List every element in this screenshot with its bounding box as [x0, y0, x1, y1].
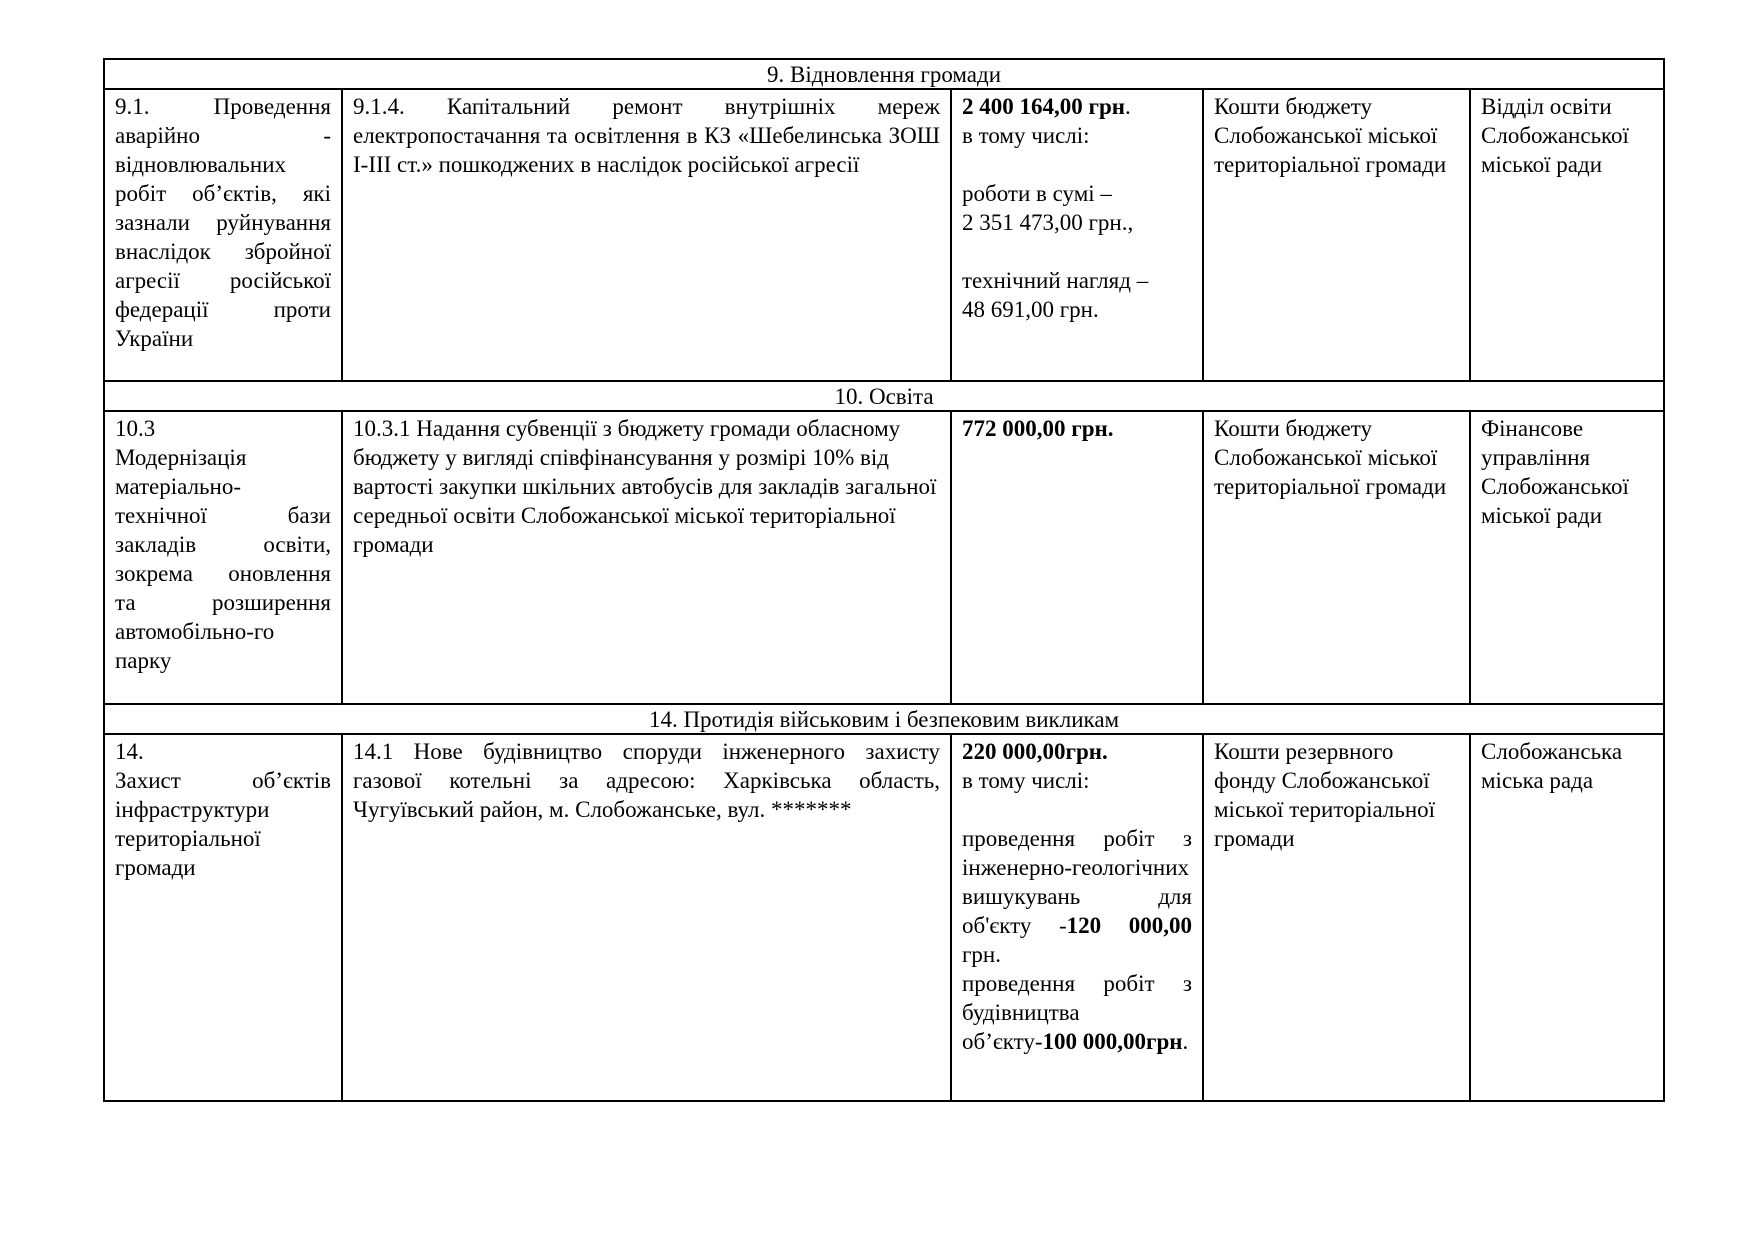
- total-amount: 772 000,00 грн.: [962, 416, 1114, 441]
- amount-cell: 220 000,00грн. в тому числі: проведення робіт з інженерно-геологічних вишукувань для об'єкту -120 000,00 грн. проведення робіт з будівництва об’єкту-100 000,00грн.: [951, 734, 1203, 1101]
- executor-cell: Фінансове управління Слобожанської міської ради: [1470, 411, 1664, 704]
- executor-cell: Слобожанська міська рада: [1470, 734, 1664, 1101]
- task-cell: 10.3 Модернізація матеріально- технічної бази закладів освіти, зокрема оновлення та розширення автомобільно-го парку: [104, 411, 342, 704]
- funding-source-cell: Кошти бюджету Слобожанської міської територіальної громади: [1203, 89, 1470, 381]
- funding-source-cell: Кошти резервного фонду Слобожанської міської територіальної громади: [1203, 734, 1470, 1101]
- section-header: [104, 704, 1664, 734]
- section-header: [104, 59, 1664, 89]
- task-cell: 9.1. Проведення аварійно - відновлювальних робіт об’єктів, які зазнали руйнування внаслідок збройної агресії російської федерації проти України: [104, 89, 342, 381]
- amount-cell: 2 400 164,00 грн. в тому числі: роботи в сумі – 2 351 473,00 грн., технічний нагляд – 48 691,00 грн.: [951, 89, 1203, 381]
- measure-cell: 9.1.4. Капітальний ремонт внутрішніх мереж електропостачання та освітлення в КЗ «Шебелинська ЗОШ І-ІІІ ст.» пошкоджених в наслідок російської агресії: [342, 89, 951, 381]
- table-row: [104, 734, 1664, 1101]
- table-row: [104, 89, 1664, 381]
- total-amount: 220 000,00грн.: [962, 739, 1108, 764]
- amount-cell: [951, 411, 1203, 704]
- executor-cell: Відділ освіти Слобожанської міської ради: [1470, 89, 1664, 381]
- section-title: 10. Освіта: [104, 381, 1664, 411]
- section-header: [104, 381, 1664, 411]
- table-row: [104, 411, 1664, 704]
- funding-source-cell: Кошти бюджету Слобожанської міської територіальної громади: [1203, 411, 1470, 704]
- total-amount: 2 400 164,00 грн: [962, 94, 1125, 119]
- action-plan-table: [103, 58, 1665, 1102]
- section-title: 14. Протидія військовим і безпековим викликам: [104, 704, 1664, 734]
- measure-cell: 14.1 Нове будівництво споруди інженерного захисту газової котельні за адресою: Харківська область, Чугуївський район, м. Слобожанське, вул. *******: [342, 734, 951, 1101]
- task-cell: 14. Захист об’єктів інфраструктури територіальної громади: [104, 734, 342, 1101]
- section-title: 9. Відновлення громади: [104, 59, 1664, 89]
- measure-cell: 10.3.1 Надання субвенції з бюджету громади обласному бюджету у вигляді співфінансування у розмірі 10% від вартості закупки шкільних автобусів для закладів загальної середньої освіти Слобожанської міської територіальної громади: [342, 411, 951, 704]
